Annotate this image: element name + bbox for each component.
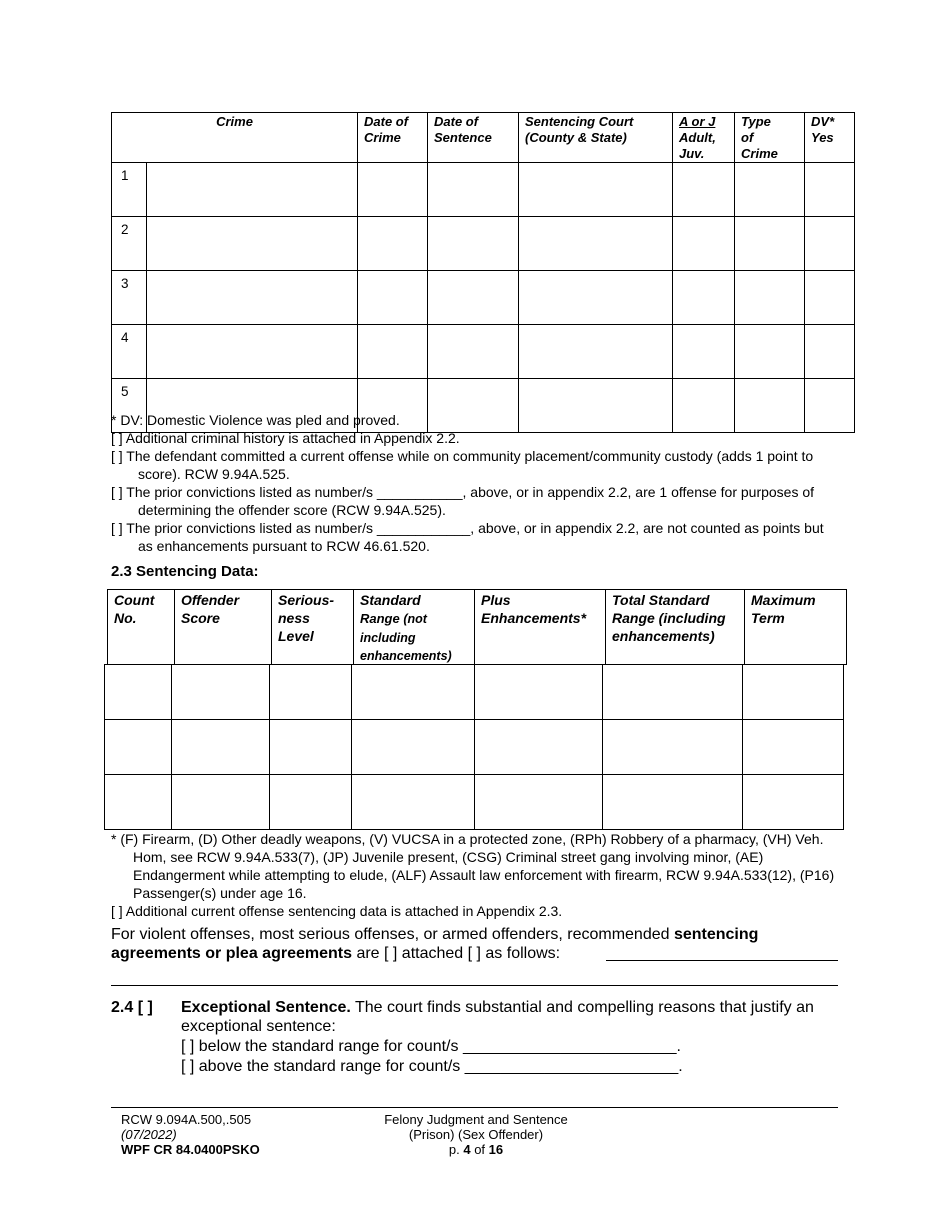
sentencing-court-cell[interactable] (519, 271, 673, 325)
table-row (105, 775, 844, 830)
col-crime: Crime (112, 113, 358, 163)
appendix-2-3-note: [ ] Additional current offense sentencing data is attached in Appendix 2.3. (111, 903, 563, 919)
col-maximum-term: Maximum Term (745, 590, 847, 665)
date-of-crime-cell[interactable] (358, 217, 428, 271)
footer-date: (07/2022) (121, 1127, 177, 1142)
date-of-sentence-cell[interactable] (428, 325, 519, 379)
col-standard-range: Standard Range (not including enhancements) (354, 590, 475, 665)
row-number: 2 (112, 217, 147, 271)
seriousness-cell[interactable] (270, 665, 352, 720)
page-number: p. 4 of 16 (448, 1142, 504, 1157)
a-or-j-cell[interactable] (673, 163, 735, 217)
footer-rcw: RCW 9.094A.500,.505 (121, 1112, 252, 1127)
type-of-crime-cell[interactable] (735, 325, 805, 379)
footer-left (121, 1112, 260, 1157)
row-number: 5 (112, 379, 147, 433)
col-date-of-sentence: Date of Sentence (428, 113, 519, 163)
count-cell[interactable] (105, 775, 172, 830)
offender-score-cell[interactable] (172, 720, 270, 775)
standard-range-cell[interactable] (352, 720, 475, 775)
sentencing-court-cell[interactable] (519, 163, 673, 217)
row-number: 4 (112, 325, 147, 379)
section-2-4 (111, 998, 841, 1076)
dv-cell[interactable] (805, 217, 855, 271)
table-row (112, 163, 855, 217)
footer-form-number: WPF CR 84.0400PSKO (121, 1142, 260, 1157)
a-or-j-cell[interactable] (673, 217, 735, 271)
date-of-sentence-cell[interactable] (428, 163, 519, 217)
date-of-sentence-cell[interactable] (428, 217, 519, 271)
criminal-history-header-row (112, 113, 855, 163)
exceptional-sentence-text: Exceptional Sentence. The court finds substantial and compelling reasons that justify an exceptional sentence: (181, 999, 814, 1035)
offender-score-cell[interactable] (172, 665, 270, 720)
col-a-or-j: A or J Adult, Juv. (673, 113, 735, 163)
footer-divider (111, 1107, 838, 1108)
maximum-term-cell[interactable] (743, 720, 844, 775)
sentencing-data-header (107, 589, 847, 665)
standard-range-cell[interactable] (352, 775, 475, 830)
total-range-cell[interactable] (603, 775, 743, 830)
crime-cell[interactable] (147, 163, 358, 217)
total-range-cell[interactable] (603, 665, 743, 720)
dv-note: * DV: Domestic Violence was pled and proved. (111, 412, 400, 428)
footer-center (326, 1112, 626, 1157)
total-range-cell[interactable] (603, 720, 743, 775)
date-of-crime-cell[interactable] (358, 163, 428, 217)
dv-cell[interactable] (805, 325, 855, 379)
date-of-crime-cell[interactable] (358, 271, 428, 325)
enhancements-cell[interactable] (475, 720, 603, 775)
table-row (112, 217, 855, 271)
col-plus-enhancements: Plus Enhancements* (475, 590, 606, 665)
enhancements-note: [ ] The prior convictions listed as number/s ____________, above, or in appendix 2.2, are not counted as points but as enhancements pursuant to RCW 46.61.520. (111, 520, 824, 554)
date-of-crime-cell[interactable] (358, 325, 428, 379)
col-total-standard-range: Total Standard Range (including enhancements) (606, 590, 745, 665)
col-count-no: Count No. (108, 590, 175, 665)
crime-cell[interactable] (147, 325, 358, 379)
enhancements-cell[interactable] (475, 775, 603, 830)
col-date-of-crime: Date of Crime (358, 113, 428, 163)
criminal-history-notes (111, 411, 841, 555)
seriousness-cell[interactable] (270, 720, 352, 775)
offender-score-cell[interactable] (172, 775, 270, 830)
footer-subtitle: (Prison) (Sex Offender) (408, 1127, 544, 1142)
table-row (112, 325, 855, 379)
agreements-blank-line[interactable] (606, 960, 838, 961)
type-of-crime-cell[interactable] (735, 163, 805, 217)
footer-title: Felony Judgment and Sentence (384, 1112, 568, 1127)
sentencing-notes (111, 830, 841, 963)
enhancement-footnote: * (F) Firearm, (D) Other deadly weapons, (V) VUCSA in a protected zone, (RPh) Robbery of a pharmacy, (VH) Veh. Hom, see RCW 9.94A.533(7), (JP) Juvenile present, (CSG) Criminal street gang involving minor, (AE) Endangerment while attempting to elude, (ALF) Assault law enforcement with firearm, RCW 9.94A.533(12), (P16) Passenger(s) under age 16. (111, 831, 835, 901)
dv-cell[interactable] (805, 163, 855, 217)
row-number: 1 (112, 163, 147, 217)
above-range-option: [ ] above the standard range for count/s ________________________. (181, 1058, 683, 1075)
maximum-term-cell[interactable] (743, 665, 844, 720)
table-row (105, 720, 844, 775)
row-number: 3 (112, 271, 147, 325)
appendix-2-2-note: [ ] Additional criminal history is attached in Appendix 2.2. (111, 430, 460, 446)
date-of-sentence-cell[interactable] (428, 271, 519, 325)
community-custody-note: [ ] The defendant committed a current offense while on community placement/community custody (adds 1 point to score). RCW 9.94A.525. (111, 448, 814, 482)
table-row (105, 665, 844, 720)
seriousness-cell[interactable] (270, 775, 352, 830)
col-sentencing-court: Sentencing Court (County & State) (519, 113, 673, 163)
standard-range-cell[interactable] (352, 665, 475, 720)
crime-cell[interactable] (147, 217, 358, 271)
maximum-term-cell[interactable] (743, 775, 844, 830)
col-type-of-crime: Type of Crime (735, 113, 805, 163)
crime-cell[interactable] (147, 271, 358, 325)
sentencing-court-cell[interactable] (519, 217, 673, 271)
a-or-j-cell[interactable] (673, 271, 735, 325)
a-or-j-cell[interactable] (673, 325, 735, 379)
agreements-second-line[interactable] (111, 985, 838, 986)
count-cell[interactable] (105, 665, 172, 720)
sentencing-court-cell[interactable] (519, 325, 673, 379)
table-row (112, 271, 855, 325)
below-range-option: [ ] below the standard range for count/s ________________________. (181, 1038, 681, 1055)
type-of-crime-cell[interactable] (735, 271, 805, 325)
col-seriousness-level: Serious- ness Level (272, 590, 354, 665)
section-2-4-label: 2.4 [ ] (111, 999, 153, 1016)
col-offender-score: Offender Score (175, 590, 272, 665)
col-dv: DV* Yes (805, 113, 855, 163)
dv-cell[interactable] (805, 271, 855, 325)
sentencing-data-table (104, 664, 844, 830)
type-of-crime-cell[interactable] (735, 217, 805, 271)
count-cell[interactable] (105, 720, 172, 775)
section-2-3-heading: 2.3 Sentencing Data: (111, 563, 259, 580)
enhancements-cell[interactable] (475, 665, 603, 720)
same-criminal-conduct-note: [ ] The prior convictions listed as number/s ___________, above, or in appendix 2.2, are 1 offense for purposes of determining the offender score (RCW 9.94A.525). (111, 484, 815, 518)
criminal-history-table (111, 112, 855, 433)
plea-agreements-paragraph: For violent offenses, most serious offenses, or armed offenders, recommended sentencing agreements or plea agreements are [ ] attached [ ] as follows: (111, 926, 759, 962)
